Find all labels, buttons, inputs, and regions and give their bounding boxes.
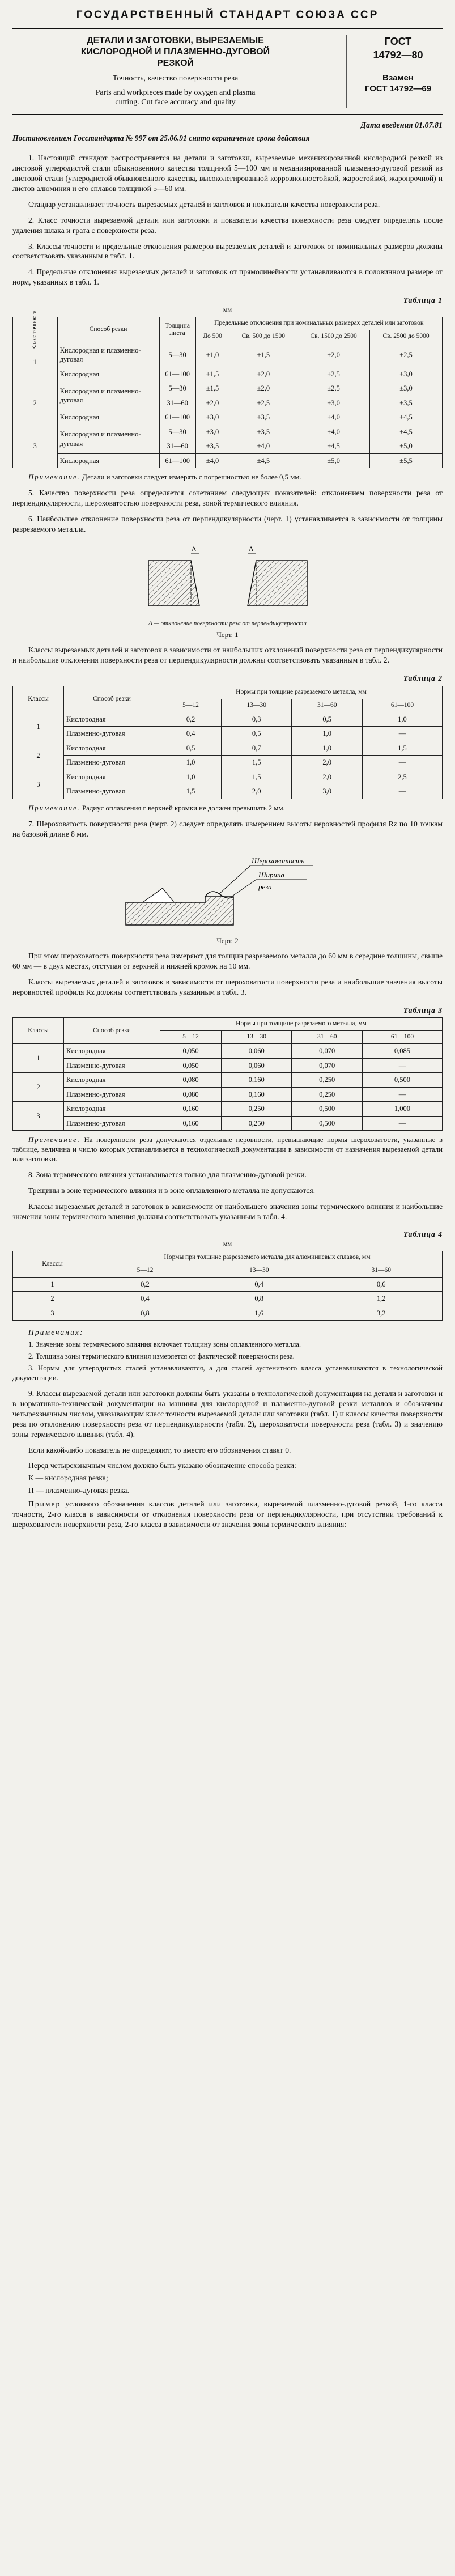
- title-block: [12, 35, 346, 107]
- table-4-caption: Таблица 4: [403, 1230, 443, 1239]
- table-cell: ±3,5: [195, 439, 229, 454]
- table-cell: 0,050: [160, 1044, 222, 1059]
- paragraph: Трещины в зоне термического влияния и в зоне оплавленного металла не допускаются.: [28, 1186, 315, 1195]
- torch-shape: [143, 888, 174, 902]
- section-paragraphs-1: [12, 153, 443, 287]
- table-cell: 0,080: [160, 1073, 222, 1088]
- table-row: [13, 1102, 443, 1117]
- table-row: [13, 727, 443, 741]
- label-roughness: Шероховатость: [251, 856, 304, 865]
- table-cell: ±3,5: [370, 396, 443, 410]
- deviation-label-right: Δ: [248, 544, 253, 553]
- table-row: [13, 1073, 443, 1088]
- table-header-col: 31—60: [320, 1264, 443, 1278]
- note-text: Радиус оплавления г верхней кромки не должен превышать 2 мм.: [82, 804, 285, 812]
- table-1: [12, 310, 443, 468]
- table-cell-method: Плазменно-дуговая: [64, 727, 160, 741]
- paragraph: 1. Настоящий стандарт распространяется на детали и заготовки, вырезаемые механизированной кислородной резкой из листовой углеродистой стали обыкновенного качества толщиной 5—100 мм и механизированной плазменно-дуговой резкой из листовой стали (углеродистой обыкновенного качества, высоколегированной коррозионностойкой, жаростойкой, жаропрочной) и листов алюминия и его сплавов толщиной 5—60 мм.: [12, 153, 443, 193]
- figure-1-legend: Δ — отклонение поверхности реза от перпендикулярности: [148, 619, 307, 627]
- table-cell-method: Кислородная: [57, 453, 159, 468]
- table-cell: ±3,0: [370, 381, 443, 396]
- table-header-col: 31—60: [292, 1031, 362, 1044]
- example-paragraph: [12, 1499, 443, 1530]
- table-cell-method: Плазменно-дуговая: [64, 1087, 160, 1102]
- table-header-col: 5—12: [92, 1264, 198, 1278]
- table-cell: 1,0: [160, 756, 222, 770]
- table-1-note: [12, 473, 443, 482]
- table-header-col: 61—100: [362, 699, 442, 712]
- paragraph: 3. Классы точности и предельные отклонения размеров вырезаемых деталей и заготовок от номинальных размеров должны соответствовать указанным в табл. 1.: [12, 241, 443, 261]
- table-cell: —: [362, 1058, 442, 1073]
- table-cell: ±1,5: [195, 367, 229, 381]
- table-cell: 3,0: [292, 784, 362, 799]
- figure-2-caption: Черт. 2: [216, 936, 239, 945]
- table-cell: ±3,5: [229, 425, 297, 439]
- table-cell: 0,4: [160, 727, 222, 741]
- table-cell: ±4,0: [229, 439, 297, 454]
- table-cell: ±3,0: [370, 367, 443, 381]
- method-code: К — кислородная резка;: [28, 1474, 108, 1483]
- table-2: [12, 686, 443, 799]
- paragraph: Классы вырезаемых деталей и заготовок в зависимости от наибольших отклонений поверхности реза от перпендикулярности и наибольшие отклонения поверхности реза от перпендикулярности должны соответствовать указанным в табл. 2.: [12, 646, 443, 665]
- table-cell: —: [362, 784, 442, 799]
- table-cell-class: 2: [13, 381, 58, 425]
- table-3-note: [12, 1135, 443, 1164]
- note-label: Примечание.: [28, 473, 80, 482]
- introduction-date: Дата введения 01.07.81: [360, 121, 443, 130]
- table-cell-method: Кислородная и плазменно-дуговая: [57, 381, 159, 410]
- paragraph: Классы вырезаемых деталей и заготовок в зависимости от шероховатости поверхности реза и наибольшие значения высоты неровностей профиля Rz должны соответствовать указанным в табл. 3.: [12, 977, 443, 996]
- table-row: [13, 770, 443, 784]
- paragraph: 8. Зона термического влияния устанавливается только для плазменно-дуговой резки.: [28, 1170, 307, 1179]
- document-title: [12, 35, 338, 69]
- table-cell-method: Кислородная и плазменно-дуговая: [57, 343, 159, 367]
- table-cell-thickness: 61—100: [159, 410, 195, 425]
- table-row: [13, 343, 443, 367]
- table-cell: 2,0: [292, 756, 362, 770]
- example-text: условного обозначения классов деталей или заготовки, вырезаемой плазменно-дуговой резкой, 1-го класса точности, 2-го класса в зависимости от отклонения поверхности реза от перпендикулярности, при отсутствии требований к шероховатости поверхности реза, 2-го класса в зависимости от значения зоны термического влияния:: [12, 1500, 443, 1529]
- table-cell: 0,250: [292, 1073, 362, 1088]
- gost-block: [346, 35, 443, 107]
- table-header-group: Предельные отклонения при номинальных размерах деталей или заготовок: [195, 317, 442, 330]
- paragraph: Если какой-либо показатель не определяют, то вместо его обозначения ставят 0.: [28, 1445, 291, 1454]
- table-cell: 1,000: [362, 1102, 442, 1117]
- method-code: П — плазменно-дуговая резка.: [28, 1486, 129, 1495]
- table-cell: —: [362, 756, 442, 770]
- table-header-method: Способ резки: [64, 686, 160, 712]
- table-3: [12, 1017, 443, 1131]
- table-cell: ±2,5: [229, 396, 297, 410]
- table-cell: ±5,5: [370, 453, 443, 468]
- table-row: [13, 1087, 443, 1102]
- table-cell: ±1,0: [195, 343, 229, 367]
- paragraph: Стандар устанавливает точность вырезаемых деталей и заготовок и показатели качества поверхности реза.: [28, 200, 380, 209]
- table-cell: ±4,0: [297, 425, 370, 439]
- note-label: Примечание.: [28, 804, 80, 812]
- gost-label: ГОСТ: [384, 36, 412, 48]
- table-cell: 1,5: [160, 784, 222, 799]
- list-item: 3. Нормы для углеродистых сталей устанавливаются, а для сталей аустенитного класса устанавливаются в технологической документации.: [12, 1364, 443, 1382]
- table-cell: 0,160: [160, 1116, 222, 1131]
- table-cell-method: Плазменно-дуговая: [64, 756, 160, 770]
- table-cell: 2,0: [292, 770, 362, 784]
- table-cell-class: 3: [13, 1102, 64, 1131]
- table-header-col: Св. 2500 до 5000: [370, 330, 443, 343]
- table-cell: 0,5: [292, 712, 362, 727]
- table-header-col: До 500: [195, 330, 229, 343]
- table-cell: 1,5: [362, 741, 442, 756]
- figure-2-drawing: [120, 848, 335, 933]
- section-paragraphs-4: [12, 1389, 443, 1471]
- list-item: 1. Значение зоны термического влияния включает толщину зоны оплавленного металла.: [28, 1340, 301, 1349]
- table-cell-thickness: 31—60: [159, 396, 195, 410]
- table-cell: 0,070: [292, 1058, 362, 1073]
- table-cell: 3,2: [320, 1306, 443, 1321]
- table-header-col: 31—60: [292, 699, 362, 712]
- paragraph: 2. Класс точности вырезаемой детали или заготовки и показатели качества поверхности реза следует определять после удаления шлака и грата с поверхности реза.: [12, 215, 443, 235]
- table-cell-thickness: 5—30: [159, 381, 195, 396]
- table-cell: 1,2: [320, 1292, 443, 1306]
- table-cell: ±4,5: [370, 425, 443, 439]
- note-text: Детали и заготовки следует измерять с погрешностью не более 0,5 мм.: [82, 473, 301, 482]
- table-row: [13, 1292, 443, 1306]
- table-cell-class: 3: [13, 770, 64, 799]
- cut-part-left-shape: [148, 561, 199, 606]
- table-cell: 0,5: [160, 741, 222, 756]
- plate-shape: [126, 897, 233, 925]
- table-cell: ±3,0: [297, 396, 370, 410]
- table-cell-class: 1: [13, 1277, 92, 1292]
- table-row: [13, 1044, 443, 1059]
- table-cell: 0,2: [92, 1277, 198, 1292]
- table-row: [13, 741, 443, 756]
- note-text: На поверхности реза допускаются отдельные неровности, превышающие нормы шероховатости, указанные в таблице, величина и число которых устанавливается в технологической документации в зависимости от назначения вырезаемой детали или заготовки.: [12, 1136, 443, 1163]
- table-header-col: Св. 1500 до 2500: [297, 330, 370, 343]
- table-cell: 0,250: [222, 1102, 292, 1117]
- table-header-col: 5—12: [160, 1031, 222, 1044]
- title-line-2: КИСЛОРОДНОЙ И ПЛАЗМЕННО-ДУГОВОЙ: [80, 47, 270, 57]
- table-cell: 1,5: [222, 770, 292, 784]
- table-header-method: Способ резки: [57, 317, 159, 343]
- table-cell: 0,160: [160, 1102, 222, 1117]
- table-cell-method: Кислородная: [64, 1044, 160, 1059]
- replaces-number: ГОСТ 14792—69: [364, 84, 432, 94]
- table-cell: ±2,0: [229, 381, 297, 396]
- table-cell: 0,060: [222, 1044, 292, 1059]
- leader-rough: [219, 865, 250, 894]
- paragraph: При этом шероховатость поверхности реза измеряют для толщин разрезаемого металла до 60 мм в середине толщины, свыше 60 мм — в двух местах, отступая от верхней и нижней кромок на 10 мм.: [12, 951, 443, 970]
- table-cell: 0,6: [320, 1277, 443, 1292]
- table-cell: 0,500: [292, 1116, 362, 1131]
- figure-1-caption: Черт. 1: [216, 630, 239, 639]
- table-cell: 1,0: [160, 770, 222, 784]
- table-cell: 0,070: [292, 1044, 362, 1059]
- figure-1: [12, 544, 443, 617]
- label-width: Ширина: [258, 870, 284, 879]
- table-cell: 0,080: [160, 1087, 222, 1102]
- gost-number: 14792—80: [373, 49, 423, 61]
- table-cell: 0,500: [362, 1073, 442, 1088]
- table-cell-class: 2: [13, 1073, 64, 1102]
- table-row: [13, 1277, 443, 1292]
- table-cell: 0,160: [222, 1087, 292, 1102]
- table-cell: 0,085: [362, 1044, 442, 1059]
- table-header-col: 13—30: [198, 1264, 320, 1278]
- subtitle-english: [12, 88, 338, 108]
- table-cell-method: Кислородная: [64, 712, 160, 727]
- table-header-col: 5—12: [160, 699, 222, 712]
- table-cell: 1,6: [198, 1306, 320, 1321]
- replaces-label: Взамен: [382, 73, 414, 83]
- table-cell-method: Плазменно-дуговая: [64, 784, 160, 799]
- deviation-label-left: Δ: [191, 544, 196, 553]
- table-cell: 0,8: [92, 1306, 198, 1321]
- table-cell: 1,0: [292, 741, 362, 756]
- table-cell-method: Кислородная: [64, 1073, 160, 1088]
- header-divider: [12, 114, 443, 115]
- table-cell-thickness: 5—30: [159, 425, 195, 439]
- table-cell: ±4,5: [297, 439, 370, 454]
- table-row: [13, 712, 443, 727]
- figure-1-drawing: [137, 544, 318, 617]
- paragraph: 7. Шероховатость поверхности реза (черт. 2) следует определять измерением высоты неровностей профиля Rz по 10 точкам на базовой длине 8 мм.: [12, 819, 443, 838]
- table-row: [13, 1116, 443, 1131]
- notes-list: [12, 1340, 443, 1383]
- table-cell-class: 1: [13, 1044, 64, 1073]
- paragraph: 4. Предельные отклонения вырезаемых деталей и заготовок от прямолинейности устанавливаются в половинном размере от норм, указанных в табл. 1.: [12, 268, 443, 287]
- table-1-unit: мм: [223, 305, 232, 314]
- title-line-3: РЕЗКОЙ: [156, 58, 194, 69]
- table-header-class: Классы: [13, 1251, 92, 1278]
- table-cell: 0,7: [222, 741, 292, 756]
- table-cell: ±2,5: [297, 381, 370, 396]
- table-cell: ±1,5: [229, 343, 297, 367]
- table-cell: 0,250: [292, 1087, 362, 1102]
- paragraph: 6. Наибольшее отклонение поверхности реза от перпендикулярности (черт. 1) устанавливается в зависимости от толщины разрезаемого металла.: [12, 514, 443, 533]
- table-cell: 2,0: [222, 784, 292, 799]
- table-1-caption: Таблица 1: [403, 296, 443, 305]
- table-cell-class: 3: [13, 1306, 92, 1321]
- table-header-class: Класс точности: [13, 317, 58, 343]
- notes-title: Примечания:: [28, 1328, 84, 1337]
- table-cell: —: [362, 1116, 442, 1131]
- table-row: [13, 453, 443, 468]
- table-cell: 0,3: [222, 712, 292, 727]
- table-row: [13, 425, 443, 439]
- table-cell: 1,0: [362, 712, 442, 727]
- table-cell-thickness: 31—60: [159, 439, 195, 454]
- table-cell-method: Кислородная: [64, 741, 160, 756]
- table-cell-method: Плазменно-дуговая: [64, 1116, 160, 1131]
- paragraph: Классы вырезаемых деталей и заготовок в зависимости от наибольшего значения зоны термического влияния и наибольшие значения зоны термического влияния должны соответствовать указанным в табл. 4.: [12, 1202, 443, 1221]
- subtitle-english-line-1: Parts and workpieces made by oxygen and plasma: [95, 88, 256, 97]
- table-cell: ±2,0: [195, 396, 229, 410]
- label-cut: реза: [258, 882, 272, 891]
- table-cell: 0,4: [198, 1277, 320, 1292]
- table-cell: —: [362, 1087, 442, 1102]
- list-item: 2. Толщина зоны термического влияния измеряется от фактической поверхности реза.: [28, 1352, 295, 1361]
- table-row: [13, 1058, 443, 1073]
- table-cell-class: 3: [13, 425, 58, 468]
- table-cell: ±4,5: [229, 453, 297, 468]
- table-header-col: 13—30: [222, 699, 292, 712]
- table-cell: 0,2: [160, 712, 222, 727]
- table-cell: 0,050: [160, 1058, 222, 1073]
- table-cell: 0,8: [198, 1292, 320, 1306]
- table-cell: 0,160: [222, 1073, 292, 1088]
- table-cell: 1,5: [222, 756, 292, 770]
- table-2-caption: Таблица 2: [403, 674, 443, 683]
- table-cell: 0,5: [222, 727, 292, 741]
- table-3-caption: Таблица 3: [403, 1005, 443, 1015]
- table-row: [13, 410, 443, 425]
- table-header-group: Нормы при толщине разрезаемого металла, мм: [160, 1018, 443, 1031]
- table-header-class: Классы: [13, 686, 64, 712]
- table-header-col: Св. 500 до 1500: [229, 330, 297, 343]
- table-cell: ±5,0: [297, 453, 370, 468]
- table-cell: ±3,5: [229, 410, 297, 425]
- table-header-group: Нормы при толщине разрезаемого металла для алюминиевых сплавов, мм: [92, 1251, 443, 1264]
- note-label: Примечание.: [28, 1136, 80, 1144]
- table-cell: —: [362, 727, 442, 741]
- table-cell: ±3,0: [195, 425, 229, 439]
- title-line-1: ДЕТАЛИ И ЗАГОТОВКИ, ВЫРЕЗАЕМЫЕ: [87, 36, 264, 46]
- document-header: [12, 35, 443, 107]
- table-row: [13, 784, 443, 799]
- table-cell: ±2,5: [370, 343, 443, 367]
- table-row: [13, 381, 443, 396]
- paragraph: 5. Качество поверхности реза определяется сочетанием следующих показателей: отклонением поверхности реза от перпендикулярности, шероховатостью поверхности реза, зоной термического влияния.: [12, 489, 443, 507]
- table-cell: 0,250: [222, 1116, 292, 1131]
- table-cell-method: Кислородная: [64, 1102, 160, 1117]
- table-cell: ±4,5: [370, 410, 443, 425]
- leader-width: [231, 880, 256, 897]
- paragraph: 9. Классы вырезаемой детали или заготовки должны быть указаны в технологической документации на детали и заготовки и в нормативно-технической документации на машины для кислородной и плазменно-дуговой резки металлов и обозначены четырехзначным числом, указывающим класс точности вырезаемой детали или заготовки (табл. 1) и классы качества поверхности реза по отклонению поверхности реза от перпендикулярности (табл. 2), шероховатости поверхности реза (табл. 3) и значению зоны термического влияния (табл. 4).: [12, 1389, 443, 1438]
- table-cell: ±2,0: [297, 343, 370, 367]
- table-row: [13, 756, 443, 770]
- section-paragraphs-2: [12, 488, 443, 534]
- table-4-unit: мм: [223, 1240, 232, 1248]
- table-header-thickness: Толщина листа: [159, 317, 195, 343]
- table-cell: ±4,0: [297, 410, 370, 425]
- table-cell: 1,0: [292, 727, 362, 741]
- table-cell-thickness: 5—30: [159, 343, 195, 367]
- table-cell-method: Кислородная и плазменно-дуговая: [57, 425, 159, 453]
- table-cell-class: 1: [13, 712, 64, 741]
- table-cell-method: Кислородная: [57, 410, 159, 425]
- paragraph: Перед четырехзначным числом должно быть указано обозначение способа резки:: [28, 1461, 296, 1470]
- subtitle-english-line-2: cutting. Cut face accuracy and quality: [115, 98, 236, 107]
- table-header-class: Классы: [13, 1018, 64, 1044]
- table-cell: ±2,0: [229, 367, 297, 381]
- table-cell: ±1,5: [195, 381, 229, 396]
- table-cell-thickness: 61—100: [159, 453, 195, 468]
- table-cell: 0,060: [222, 1058, 292, 1073]
- section-paragraphs-3: [12, 1170, 443, 1222]
- table-cell: ±4,0: [195, 453, 229, 468]
- table-cell-thickness: 61—100: [159, 367, 195, 381]
- cut-part-right-shape: [248, 561, 307, 606]
- table-row: [13, 367, 443, 381]
- table-cell-class: 2: [13, 1292, 92, 1306]
- table-header-col: 61—100: [362, 1031, 442, 1044]
- table-cell: 0,4: [92, 1292, 198, 1306]
- figure-2: [12, 848, 443, 933]
- table-2-note: [12, 804, 443, 813]
- table-4: [12, 1251, 443, 1321]
- table-header-group: Нормы при толщине разрезаемого металла, мм: [160, 686, 443, 699]
- standard-org-title: ГОСУДАРСТВЕННЫЙ СТАНДАРТ СОЮЗА ССР: [12, 6, 443, 29]
- subtitle-russian: Точность, качество поверхности реза: [112, 74, 239, 83]
- table-header-col: 13—30: [222, 1031, 292, 1044]
- table-cell: ±5,0: [370, 439, 443, 454]
- table-cell: ±2,5: [297, 367, 370, 381]
- decree-note: Постановлением Госстандарта № 997 от 25.06.91 снято ограничение срока действия: [12, 134, 310, 143]
- example-label: Пример: [28, 1500, 61, 1509]
- table-cell: 0,500: [292, 1102, 362, 1117]
- table-header-method: Способ резки: [64, 1018, 160, 1044]
- table-cell: 2,5: [362, 770, 442, 784]
- table-cell-method: Кислородная: [64, 770, 160, 784]
- table-cell-class: 1: [13, 343, 58, 381]
- table-row: [13, 1306, 443, 1321]
- table-cell: ±3,0: [195, 410, 229, 425]
- table-cell-class: 2: [13, 741, 64, 770]
- table-cell-method: Плазменно-дуговая: [64, 1058, 160, 1073]
- table-cell-method: Кислородная: [57, 367, 159, 381]
